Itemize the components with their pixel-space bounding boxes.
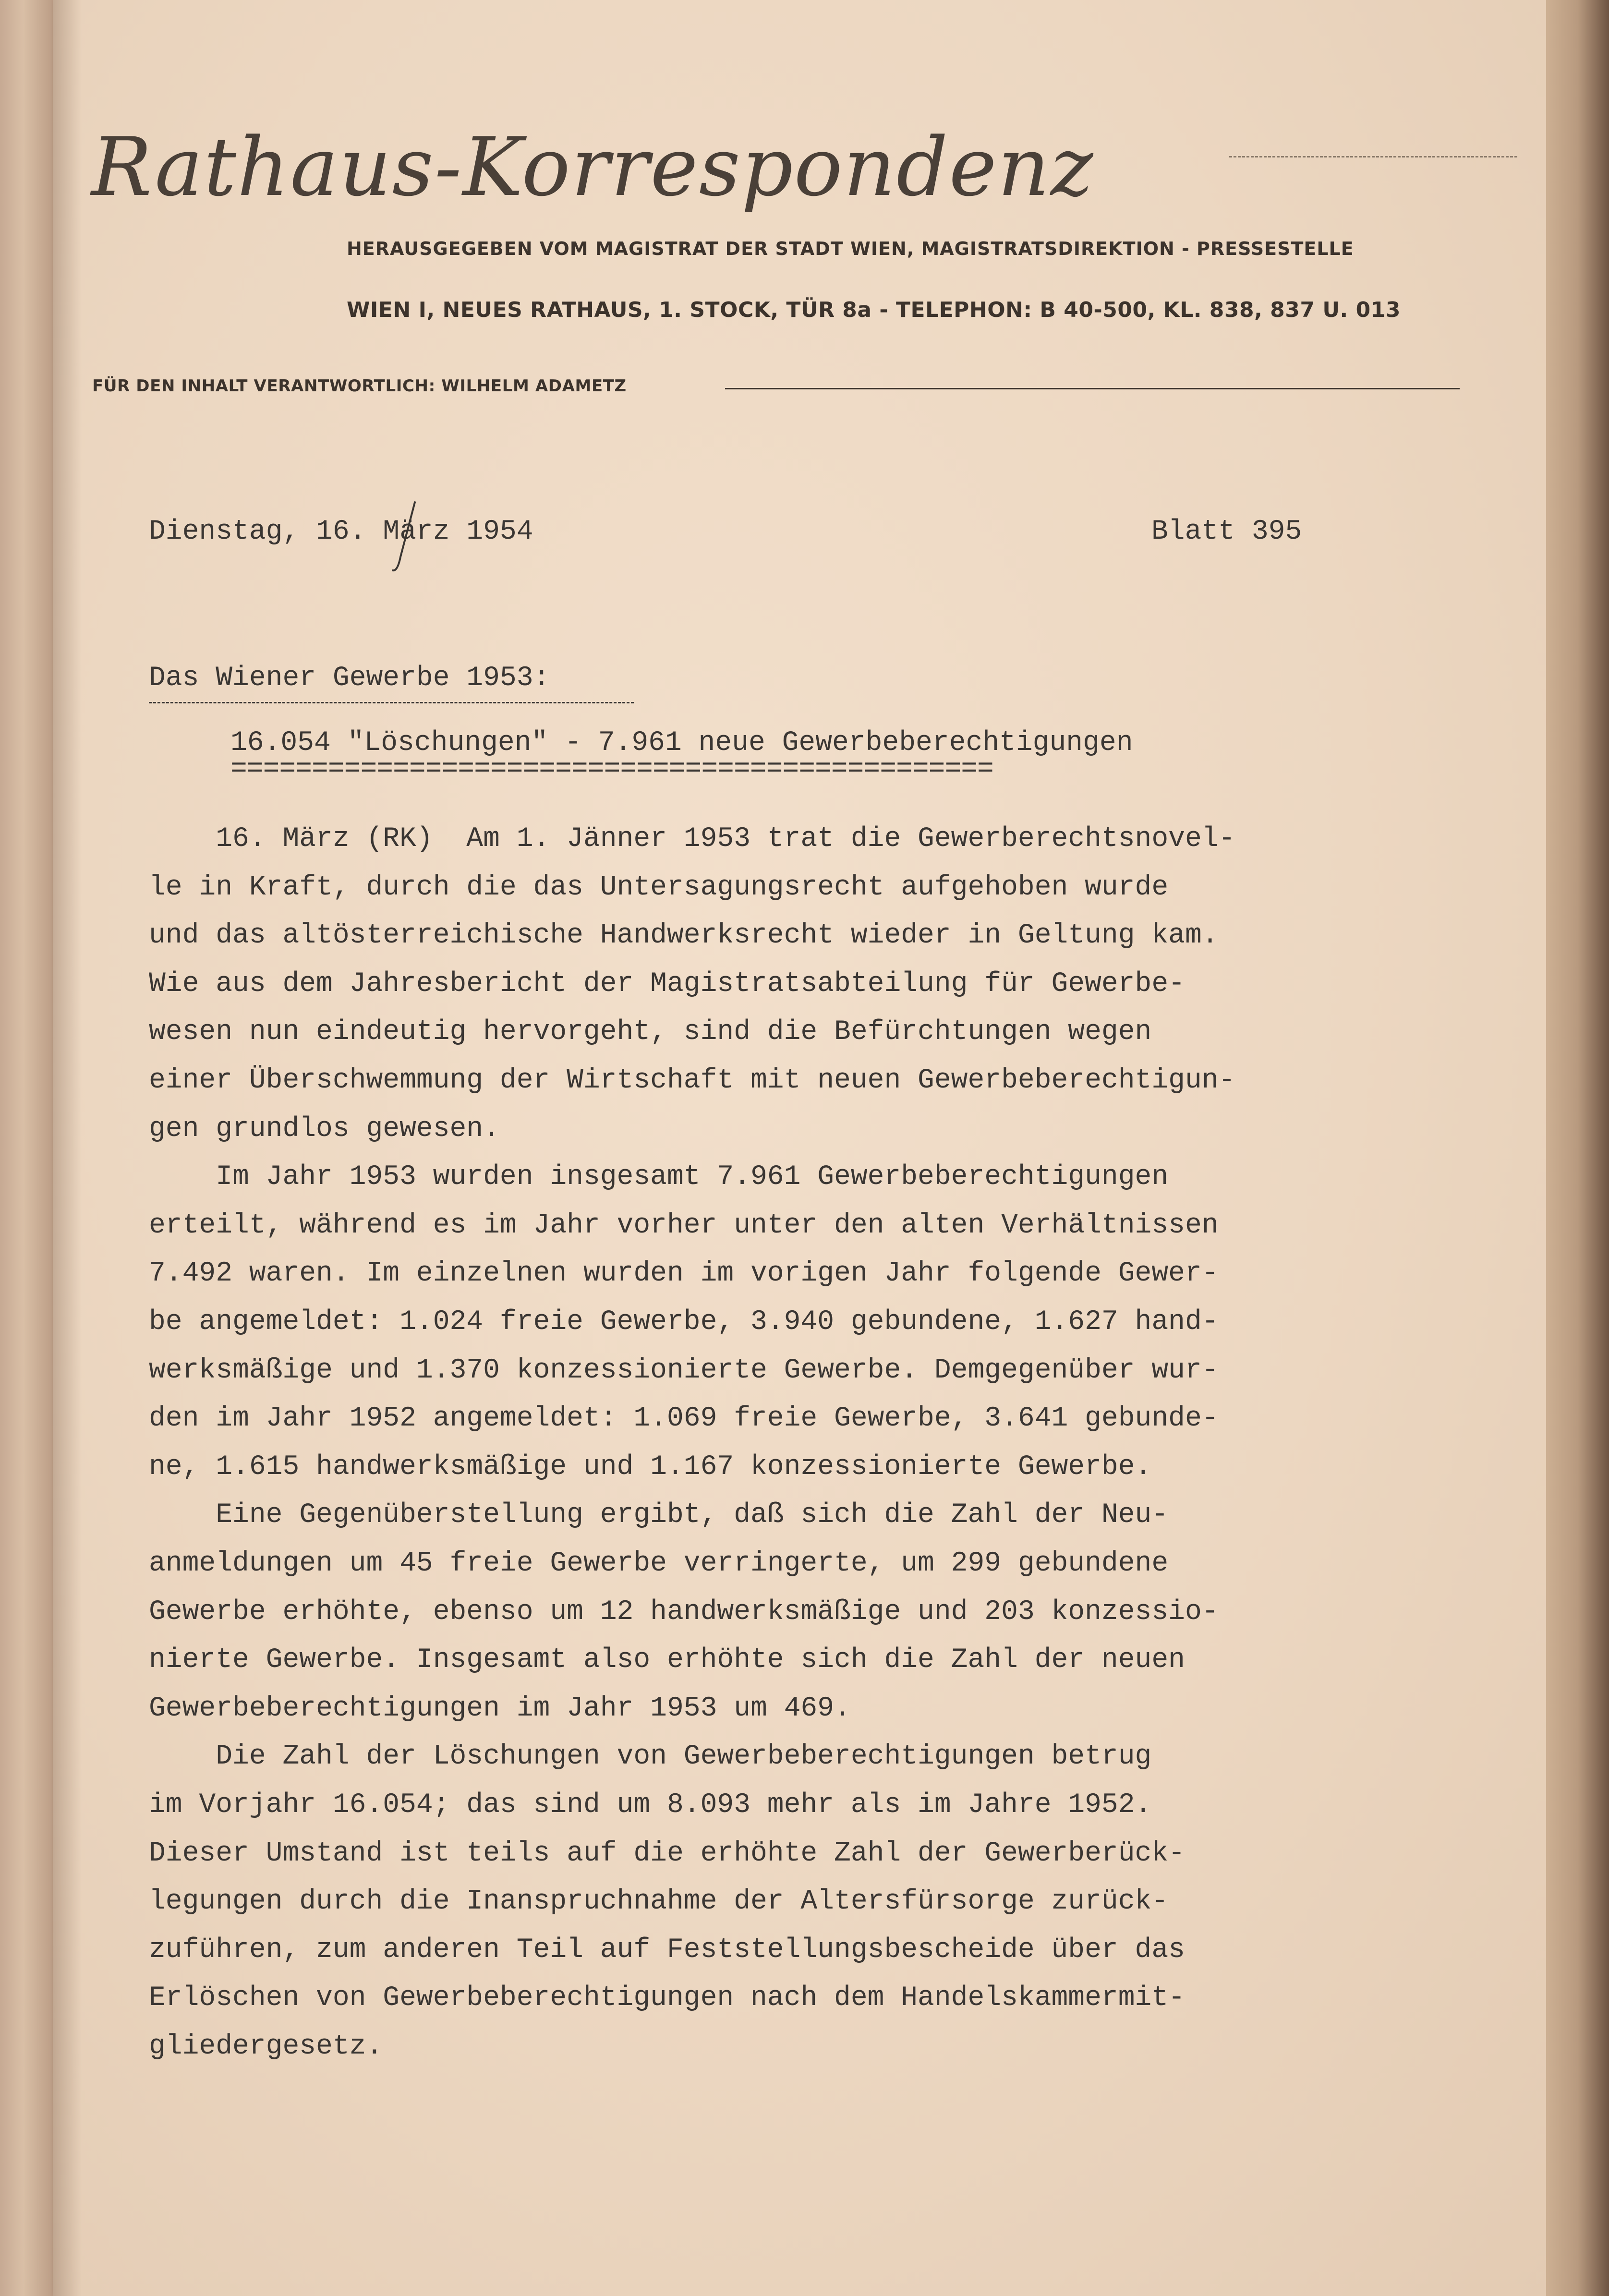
gutter-shadow — [53, 0, 82, 2296]
body-line: erteilt, während es im Jahr vorher unter den alten Verhältnissen — [149, 1209, 1219, 1241]
body-line: legungen durch die Inanspruchnahme der Altersfürsorge zurück- — [149, 1886, 1169, 1918]
date-line: Dienstag, 16. März 1954 — [149, 516, 533, 547]
masthead-title: Rathaus-Korrespondenz — [91, 120, 1094, 214]
body-line: den im Jahr 1952 angemeldet: 1.069 freie Gewerbe, 3.641 gebunde- — [149, 1403, 1219, 1435]
responsible-rule — [725, 388, 1460, 389]
body-line: Die Zahl der Löschungen von Gewerbeberechtigungen betrug — [149, 1741, 1152, 1773]
body-line: und das altösterreichische Handwerksrecht wieder in Geltung kam. — [149, 920, 1219, 952]
body-line: anmeldungen um 45 freie Gewerbe verringerte, um 299 gebundene — [149, 1548, 1169, 1579]
body-line: gen grundlos gewesen. — [149, 1113, 500, 1145]
body-line: ne, 1.615 handwerksmäßige und 1.167 konzessionierte Gewerbe. — [149, 1451, 1152, 1483]
body-line: 16. März (RK) Am 1. Jänner 1953 trat die Gewerberechtsnovel- — [149, 823, 1235, 855]
body-line: zuführen, zum anderen Teil auf Feststellungsbescheide über das — [149, 1934, 1185, 1966]
body-line: wesen nun eindeutig hervorgeht, sind die Befürchtungen wegen — [149, 1016, 1152, 1048]
facing-page-edge — [0, 0, 58, 2296]
body-line: Im Jahr 1953 wurden insgesamt 7.961 Gewerbeberechtigungen — [149, 1161, 1169, 1193]
page-stack-edge — [1546, 0, 1609, 2296]
headline-underline — [149, 702, 634, 703]
body-line: Gewerbe erhöhte, ebenso um 12 handwerksmäßige und 203 konzessio- — [149, 1596, 1219, 1628]
publisher-line: HERAUSGEGEBEN VOM MAGISTRAT DER STADT WIEN, MAGISTRATSDIREKTION - PRESSESTELLE — [347, 238, 1354, 259]
article-headline: Das Wiener Gewerbe 1953: — [149, 663, 550, 694]
body-line: Wie aus dem Jahresbericht der Magistratsabteilung für Gewerbe- — [149, 968, 1185, 1000]
body-line: im Vorjahr 16.054; das sind um 8.093 mehr als im Jahre 1952. — [149, 1789, 1152, 1821]
body-line: nierte Gewerbe. Insgesamt also erhöhte sich die Zahl der neuen — [149, 1644, 1185, 1676]
masthead-dash-rule — [1229, 156, 1517, 157]
body-line: werksmäßige und 1.370 konzessionierte Gewerbe. Demgegenüber wur- — [149, 1354, 1219, 1386]
sheet-number: Blatt 395 — [1151, 516, 1302, 547]
address-line: WIEN I, NEUES RATHAUS, 1. STOCK, TÜR 8a - TELEPHON: B 40-500, KL. 838, 837 U. 013 — [347, 298, 1401, 322]
body-line: Gewerbeberechtigungen im Jahr 1953 um 469. — [149, 1692, 851, 1724]
body-line: Eine Gegenüberstellung ergibt, daß sich die Zahl der Neu- — [149, 1499, 1169, 1531]
body-line: be angemeldet: 1.024 freie Gewerbe, 3.940 gebundene, 1.627 hand- — [149, 1306, 1219, 1338]
body-line: einer Überschwemmung der Wirtschaft mit neuen Gewerbeberechtigun- — [149, 1065, 1235, 1096]
body-line: le in Kraft, durch die das Untersagungsrecht aufgehoben wurde — [149, 871, 1169, 903]
responsible-line: FÜR DEN INHALT VERANTWORTLICH: WILHELM ADAMETZ — [92, 376, 627, 396]
body-line: 7.492 waren. Im einzelnen wurden im vorigen Jahr folgende Gewer- — [149, 1258, 1219, 1290]
body-line: Erlöschen von Gewerbeberechtigungen nach dem Handelskammermit- — [149, 1982, 1185, 2014]
handwritten-slash-mark — [390, 499, 419, 576]
article-subheadline: 16.054 "Löschungen" - 7.961 neue Gewerbeberechtigungen — [230, 727, 1133, 759]
body-line: gliedergesetz. — [149, 2031, 383, 2062]
body-line: Dieser Umstand ist teils auf die erhöhte Zahl der Gewerberück- — [149, 1837, 1185, 1869]
subheadline-rule: =============================================== — [230, 754, 993, 785]
